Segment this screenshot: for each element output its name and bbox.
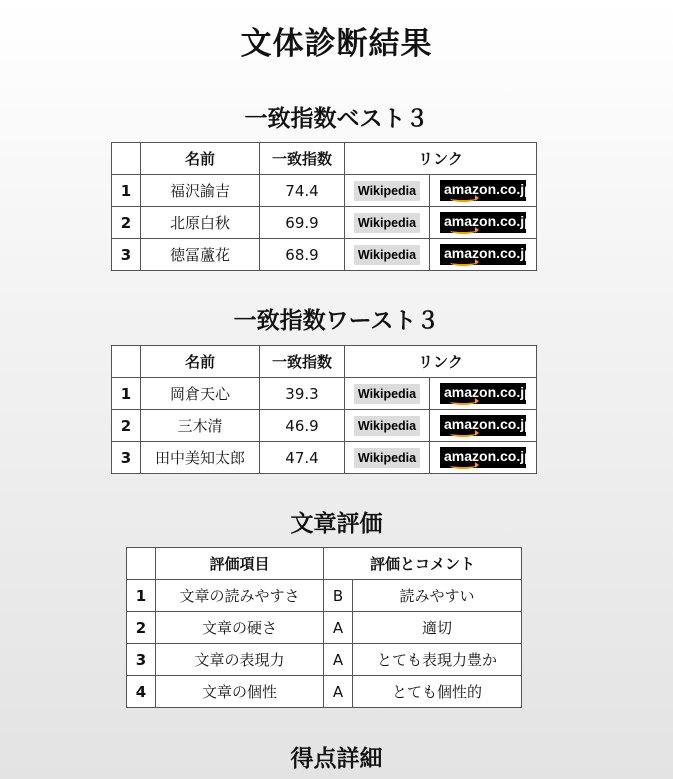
item-cell: 文章の個性 [156,676,324,708]
grade-cell: B [324,580,353,612]
score-header: 一致指数 [260,143,345,175]
wikipedia-link[interactable]: Wikipedia [354,416,420,436]
table-row [127,612,522,644]
wikipedia-link-cell [345,207,430,239]
wikipedia-link[interactable]: Wikipedia [354,245,420,265]
table-row [112,207,537,239]
wikipedia-link[interactable]: Wikipedia [354,448,420,468]
amazon-logo-text: amazon.co.jp [444,213,533,229]
score-cell: 74.4 [260,175,345,207]
score-cell: 39.3 [260,378,345,410]
score-cell: 46.9 [260,410,345,442]
amazon-logo-text: amazon.co.jp [444,245,533,261]
rank-cell: 3 [112,442,141,474]
amazon-logo-text: amazon.co.jp [444,181,533,197]
score-header: 一致指数 [260,346,345,378]
amazon-link[interactable] [440,447,533,468]
amazon-smile-icon [450,259,476,266]
table-row [127,676,522,708]
table-header-row [112,346,537,378]
name-cell: 三木清 [141,410,260,442]
name-cell: 田中美知太郎 [141,442,260,474]
number-cell: 3 [127,644,156,676]
number-header [127,548,156,580]
item-cell: 文章の硬さ [156,612,324,644]
comment-cell: 適切 [353,612,522,644]
wikipedia-link-cell [345,175,430,207]
wikipedia-link-cell [345,442,430,474]
table-row [112,442,537,474]
amazon-smile-icon [450,462,476,469]
amazon-link[interactable] [440,383,533,404]
worst-heading: 一致指数ワースト３ [233,308,440,334]
wikipedia-link-cell [345,378,430,410]
item-cell: 文章の読みやすさ [156,580,324,612]
evaluation-table [126,547,522,708]
table-row [112,378,537,410]
amazon-link[interactable] [440,244,533,265]
comment-header: 評価とコメント [324,548,522,580]
amazon-link[interactable] [440,415,533,436]
name-cell: 福沢諭吉 [141,175,260,207]
link-header: リンク [345,346,537,378]
rank-cell: 1 [112,175,141,207]
table-row [112,239,537,271]
rank-cell: 2 [112,410,141,442]
best-heading: 一致指数ベスト３ [244,106,429,132]
table-header-row [127,548,522,580]
rank-cell: 3 [112,239,141,271]
amazon-link-cell [430,175,537,207]
amazon-link[interactable] [440,180,533,201]
amazon-link-cell [430,410,537,442]
grade-cell: A [324,612,353,644]
grade-cell: A [324,644,353,676]
name-cell: 徳冨蘆花 [141,239,260,271]
score-cell: 69.9 [260,207,345,239]
amazon-link-cell [430,207,537,239]
wikipedia-link[interactable]: Wikipedia [354,213,420,233]
wikipedia-link-cell [345,239,430,271]
comment-cell: とても表現力豊か [353,644,522,676]
score-cell: 68.9 [260,239,345,271]
table-row [127,644,522,676]
number-cell: 2 [127,612,156,644]
amazon-smile-icon [450,430,476,437]
amazon-link-cell [430,378,537,410]
item-cell: 文章の表現力 [156,644,324,676]
amazon-smile-icon [450,398,476,405]
details-heading: 得点詳細 [290,746,383,772]
amazon-logo-text: amazon.co.jp [444,384,533,400]
rank-cell: 2 [112,207,141,239]
rank-header [112,143,141,175]
name-header: 名前 [141,346,260,378]
link-header: リンク [345,143,537,175]
wikipedia-link[interactable]: Wikipedia [354,181,420,201]
name-cell: 北原白秋 [141,207,260,239]
rank-header [112,346,141,378]
amazon-logo-text: amazon.co.jp [444,448,533,464]
best-table [111,142,537,271]
comment-cell: 読みやすい [353,580,522,612]
amazon-link[interactable] [440,212,533,233]
number-cell: 4 [127,676,156,708]
number-cell: 1 [127,580,156,612]
wikipedia-link[interactable]: Wikipedia [354,384,420,404]
grade-cell: A [324,676,353,708]
amazon-link-cell [430,239,537,271]
name-cell: 岡倉天心 [141,378,260,410]
rank-cell: 1 [112,378,141,410]
amazon-smile-icon [450,195,476,202]
amazon-logo-text: amazon.co.jp [444,416,533,432]
item-header: 評価項目 [156,548,324,580]
page-title: 文体診断結果 [240,26,433,62]
evaluation-heading: 文章評価 [290,511,383,537]
score-cell: 47.4 [260,442,345,474]
table-row [112,410,537,442]
amazon-smile-icon [450,227,476,234]
amazon-link-cell [430,442,537,474]
worst-table [111,345,537,474]
table-row [112,175,537,207]
table-row [127,580,522,612]
comment-cell: とても個性的 [353,676,522,708]
name-header: 名前 [141,143,260,175]
wikipedia-link-cell [345,410,430,442]
table-header-row [112,143,537,175]
